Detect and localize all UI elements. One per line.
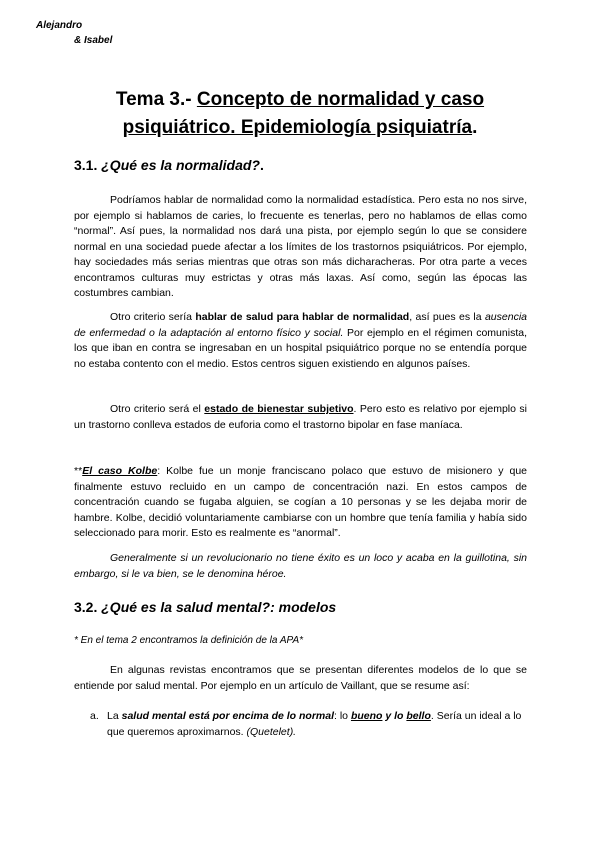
author-line-2: & Isabel (74, 35, 113, 46)
p2-bold: hablar de salud para hablar de normalidad (195, 311, 410, 323)
p2-italic: ausencia de enfermedad o la adaptación al entorno físico y social. (74, 311, 527, 339)
title-line-2: psiquiátrico. Epidemiología psiquiatría (122, 117, 473, 138)
li-bold-italic: salud mental está por encima de lo normal (121, 710, 335, 722)
p3-bold-underline: estado de bienestar subjetivo (204, 403, 354, 415)
section-heading-3-1 (74, 157, 264, 173)
p3-text-a: Otro criterio será el (110, 403, 205, 415)
section-number: 3.1. (74, 157, 102, 173)
list-item-text (107, 709, 527, 740)
list-marker: a. (90, 710, 99, 722)
li-text-g: . Sería un ideal a lo que queremos aproximarnos. (107, 710, 522, 738)
list-item (90, 709, 527, 740)
paragraph-normalidad: Podríamos hablar de normalidad como la normalidad estadística. Pero esta no nos sirve, por ejemplo si hablamos de caries, lo frecuente es tenerlas, pero no hablamos de ellas como “normal”. Así pues, la normalidad nos dará una pista, por ejemplo según lo que se considere normal en una sociedad puede afectar a los límites de los trastornos psiquiátricos. Por ejemplo, hay sociedades más serias mientras que otras son más dicharacheras. Por otra parte a veces encontramos culturas muy estrictas y otras más laxas. Así como, según las épocas las costumbres cambian. (74, 194, 527, 299)
authors (36, 18, 112, 48)
paragraph-revolucionario: Generalmente si un revolucionario no tiene éxito es un loco y acaba en la guillotina, sin embargo, si le va bien, se le denomina héroe. (74, 552, 527, 580)
li-text-c: : lo (334, 710, 351, 722)
p4-case-title: El caso Kolbe (82, 465, 158, 477)
p2-text-c: , así pues es la (409, 311, 485, 323)
paragraph-modelos: En algunas revistas encontramos que se presentan diferentes modelos de lo que se entiende por salud mental. Por ejemplo en un artículo de Vaillant, que se resume así: (74, 664, 527, 692)
section-text: ¿Qué es la normalidad? (101, 157, 260, 173)
p4-stars: ** (74, 465, 83, 477)
title-prefix: Tema 3.- (115, 89, 197, 110)
li-text-a: La (107, 710, 122, 722)
li-quetelet: (Quetelet). (246, 725, 297, 738)
li-bello: bello (406, 710, 431, 722)
paragraph-kolbe (74, 464, 527, 542)
p2-text-e: Por ejemplo en el régimen comunista, los que iban en contra se ingresaban en un hospital psiquiátrico porque no se entendía porque no estaba contento con el medio. Estos centros siguen existiendo en algunos países. (74, 326, 527, 370)
author-line-1: Alejandro (36, 20, 83, 31)
title-line-1: Concepto de normalidad y caso (196, 89, 485, 110)
li-bueno: bueno (350, 710, 383, 722)
title-end: . (472, 117, 478, 138)
section-end: . (259, 157, 264, 173)
section-text: ¿Qué es la salud mental?: modelos (101, 599, 337, 615)
paragraph-bienestar (74, 402, 527, 433)
li-text-e: y lo (382, 710, 407, 722)
p2-text-a: Otro criterio sería (110, 311, 196, 323)
section-number: 3.2. (74, 599, 102, 615)
p4-text: : Kolbe fue un monje franciscano polaco que estuvo de misionero y que finalmente estuvo recluido en un campo de concentración nazi. En estos campos de concentración cuando se fugaba alguien, se cogían a 10 personas y se les dejaba morir de hambre. Kolbe, decidió voluntariamente cambiarse con un hombre que tenía familia y había sido seleccionado para morir. Esto es realmente es “anormal”. (74, 465, 528, 539)
p3-text-c: . Pero esto es relativo por ejemplo si un trastorno conlleva estados de euforia como el trastorno bipolar en fase maníaca. (74, 403, 527, 431)
paragraph-salud (74, 310, 527, 372)
section-heading-3-2 (74, 599, 336, 615)
note-apa: * En el tema 2 encontramos la definición de la APA* (74, 635, 304, 646)
document-title (80, 86, 520, 142)
